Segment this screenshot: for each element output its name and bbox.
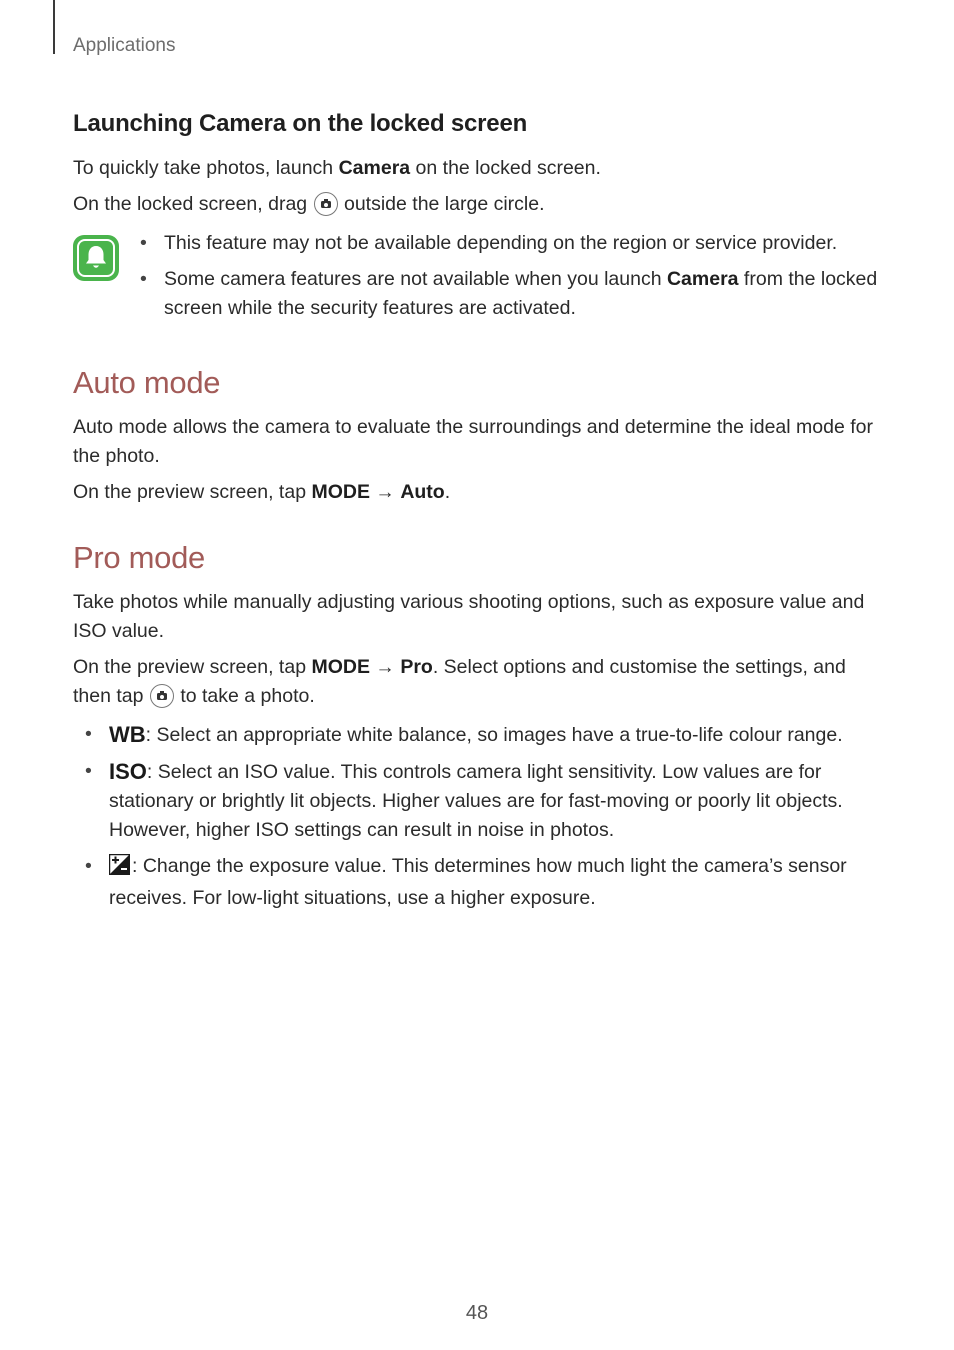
margin-rule <box>53 0 55 54</box>
note-item: • Some camera features are not available when you launch Camera from the locked screen while the security features are activated. <box>140 265 880 323</box>
camera-icon <box>314 192 338 216</box>
section-title-auto-mode: Auto mode <box>73 365 221 400</box>
paragraph-auto-mode: Auto mode allows the camera to evaluate the surroundings and determine the ideal mode for the photo. <box>73 416 873 467</box>
note-list <box>140 229 880 323</box>
exposure-value-icon <box>109 854 130 884</box>
bullet: • <box>85 760 92 782</box>
list-item-iso: • ISO: Select an ISO value. This controls camera light sensitivity. Low values are for stationary or brightly lit objects. Higher values are for fast-moving or poorly lit objects. However, higher ISO settings can result in noise in photos. <box>85 759 843 841</box>
bullet: • <box>85 855 92 877</box>
list-item-exposure: • : Change the exposure value. This determines how much light the camera’s sensor receives. For low-light situations, use a higher exposure. <box>85 852 875 913</box>
bullet: • <box>140 268 147 290</box>
camera-shutter-icon <box>150 684 174 708</box>
bullet: • <box>85 723 92 745</box>
pro-options-list <box>85 720 875 913</box>
page-number: 48 <box>465 1302 489 1324</box>
paragraph-pro-mode: Take photos while manually adjusting various shooting options, such as exposure value and ISO value. <box>73 591 865 642</box>
iso-icon: ISO <box>109 759 147 784</box>
notification-bell-icon <box>73 235 119 281</box>
list-item-white-balance: • WB: Select an appropriate white balance, so images have a true-to-life colour range. <box>85 722 843 747</box>
paragraph-auto-mode-steps: On the preview screen, tap MODE → Auto. <box>73 481 451 503</box>
subsection-heading: Launching Camera on the locked screen <box>73 110 528 137</box>
bullet: • <box>140 232 147 254</box>
running-header: Applications <box>73 35 176 56</box>
note-item: • This feature may not be available depending on the region or service provider. <box>140 229 880 258</box>
section-title-pro-mode: Pro mode <box>73 540 205 575</box>
white-balance-icon: WB <box>109 722 146 747</box>
paragraph-drag-camera: On the locked screen, drag outside the large circle. <box>73 193 545 215</box>
paragraph-pro-mode-steps: On the preview screen, tap MODE → Pro. Select options and customise the settings, and then tap to take a photo. <box>73 656 846 707</box>
paragraph-launch-camera: To quickly take photos, launch Camera on the locked screen. <box>73 157 601 179</box>
